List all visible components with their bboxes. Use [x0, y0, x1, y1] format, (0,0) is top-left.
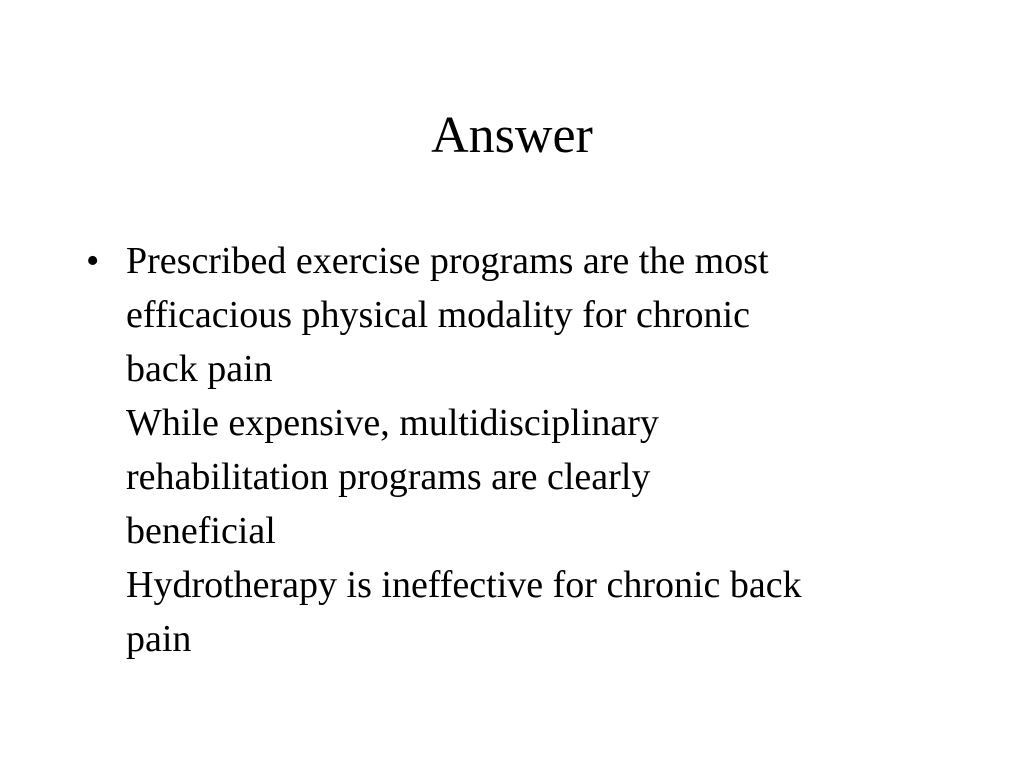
bullet-line-2: efficacious physical modality for chronic	[126, 294, 750, 336]
bullet-line-1: Prescribed exercise programs are the most	[126, 240, 769, 282]
bullet-line-6: beneficial	[126, 510, 276, 552]
bullet-line-7: Hydrotherapy is ineffective for chronic back	[126, 564, 802, 606]
bullet-line-8: pain	[126, 618, 192, 660]
bullet-line-4: While expensive, multidisciplinary	[126, 402, 659, 444]
bullet-line-3: back pain	[126, 348, 273, 390]
bullet-line-5: rehabilitation programs are clearly	[126, 456, 651, 498]
bullet-marker: •	[86, 240, 100, 282]
bullet-item	[86, 234, 966, 666]
slide-title: Answer	[431, 107, 593, 164]
bullet-text	[126, 234, 966, 666]
